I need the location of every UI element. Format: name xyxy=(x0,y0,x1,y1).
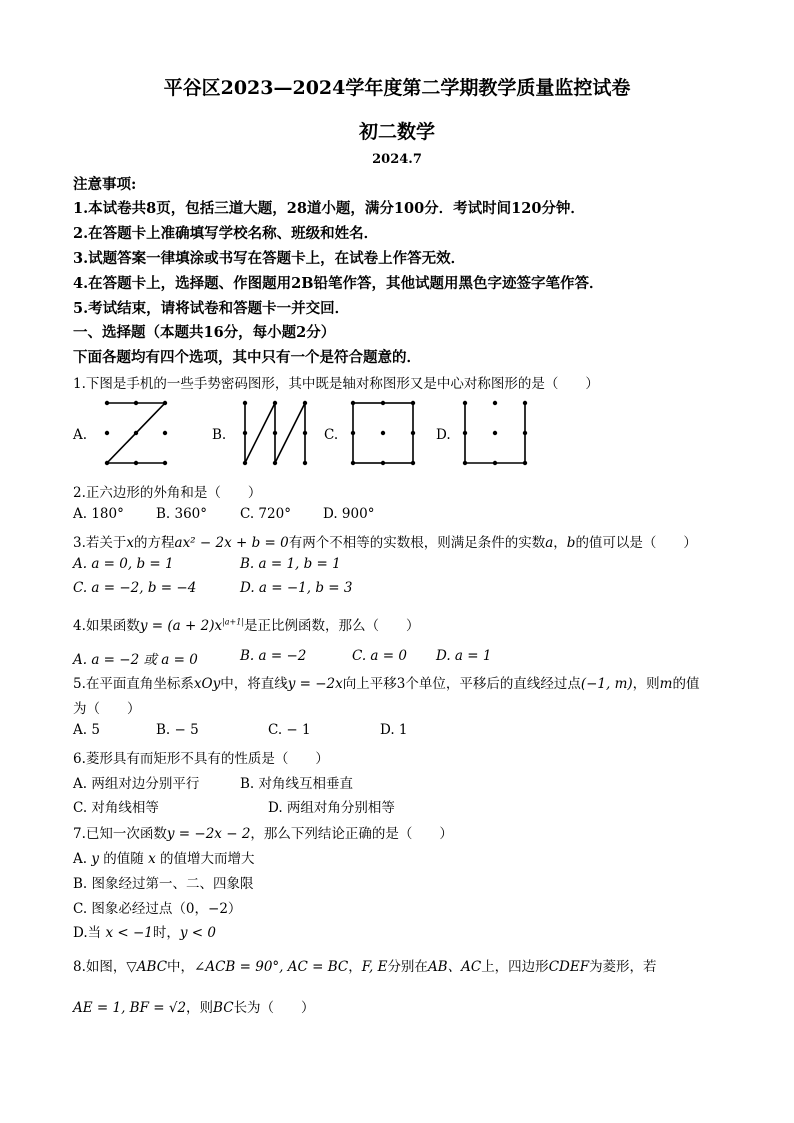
q4-option-d: D. a = 1 xyxy=(436,648,492,664)
q5-option-a: A. 5 xyxy=(73,722,100,738)
q3-option-d: D. a = −1, b = 3 xyxy=(240,580,353,596)
exam-title: 平谷区2023—2024学年度第二学期教学质量监控试卷 xyxy=(163,77,631,99)
q7-stem: 7.已知一次函数y = −2x − 2，那么下列结论正确的是（ ） xyxy=(73,826,453,842)
q1-figure-c xyxy=(350,400,416,466)
q8-stem-line1: 8.如图，▽ABC中，∠ACB = 90°, AC = BC，F, E分别在AB、AC上，四边形CDEF为菱形，若 xyxy=(73,959,657,975)
q1-option-b-label: B. xyxy=(212,427,227,443)
q1-figure-d xyxy=(462,400,528,466)
q7-option-d: D.当 x < −1时，y < 0 xyxy=(73,925,216,941)
q7-option-c: C. 图象必经过点（0，−2） xyxy=(73,901,242,917)
q3-option-b: B. a = 1, b = 1 xyxy=(240,556,341,572)
notice-item-3: 3.试题答案一律填涂或书写在答题卡上，在试卷上作答无效． xyxy=(73,250,466,267)
q1-option-c-label: C. xyxy=(324,427,339,443)
q5-option-d: D. 1 xyxy=(380,722,408,738)
q1-figure-a xyxy=(104,400,168,466)
q7-option-a: A. y 的值随 x 的值增大而增大 xyxy=(73,851,255,867)
q1-option-a-label: A. xyxy=(73,427,88,443)
q6-stem: 6.菱形具有而矩形不具有的性质是（ ） xyxy=(73,751,329,767)
q5-option-b: B. − 5 xyxy=(156,722,199,738)
exam-date: 2024.7 xyxy=(372,152,422,167)
q2-stem: 2.正六边形的外角和是（ ） xyxy=(73,485,262,501)
exam-subject: 初二数学 xyxy=(358,121,435,143)
q3-option-c: C. a = −2, b = −4 xyxy=(73,580,197,596)
q4-stem: 4.如果函数$y = (a + 2)x^{|a+1|}$是正比例函数，那么（ ） xyxy=(73,617,420,634)
notice-heading: 注意事项: xyxy=(73,176,137,193)
q7-option-b: B. 图象经过第一、二、四象限 xyxy=(73,876,254,892)
notice-item-1: 1.本试卷共8页，包括三道大题，28道小题，满分100分．考试时间120分钟． xyxy=(73,200,585,217)
q4-option-b: B. a = −2 xyxy=(240,648,307,664)
q4-option-c: C. a = 0 xyxy=(352,648,407,664)
q6-option-a: A. 两组对边分别平行 xyxy=(73,776,200,792)
notice-item-4: 4.在答题卡上，选择题、作图题用2B铅笔作答，其他试题用黑色字迹签字笔作答． xyxy=(73,275,604,292)
q5-stem-line1: 5.在平面直角坐标系xOy中，将直线y = −2x向上平移3个单位，平移后的直线经过点(−1, m)，则m的值 xyxy=(73,676,700,692)
q5-option-c: C. − 1 xyxy=(268,722,311,738)
q8-stem-line2: AE = 1, BF = √2，则BC长为（ ） xyxy=(73,1000,315,1016)
q6-option-d: D. 两组对角分别相等 xyxy=(268,800,395,816)
section1-heading: 一、选择题（本题共16分，每小题2分） xyxy=(73,324,336,341)
q1-option-d-label: D. xyxy=(436,427,451,443)
q2-option-d: D. 900° xyxy=(323,506,375,522)
q4-option-a: A. a = −2 或 a = 0 xyxy=(73,652,198,668)
q3-option-a: A. a = 0, b = 1 xyxy=(73,556,174,572)
q1-figure-b xyxy=(242,400,308,466)
section1-instruction: 下面各题均有四个选项，其中只有一个是符合题意的． xyxy=(73,349,421,366)
q2-option-b: B. 360° xyxy=(156,506,208,522)
q5-stem-line2: 为（ ） xyxy=(73,701,141,717)
q2-option-a: A. 180° xyxy=(73,506,124,522)
q1-stem: 1.下图是手机的一些手势密码图形，其中既是轴对称图形又是中心对称图形的是（ ） xyxy=(73,376,599,392)
notice-item-2: 2.在答题卡上准确填写学校名称、班级和姓名． xyxy=(73,225,379,242)
q6-option-c: C. 对角线相等 xyxy=(73,800,159,816)
q3-stem: 3.若关于x的方程ax² − 2x + b = 0有两个不相等的实数根，则满足条件的实数a，b的值可以是（ ） xyxy=(73,535,697,551)
q6-option-b: B. 对角线互相垂直 xyxy=(240,776,354,792)
notice-item-5: 5.考试结束，请将试卷和答题卡一并交回． xyxy=(73,300,350,317)
q2-option-c: C. 720° xyxy=(240,506,291,522)
